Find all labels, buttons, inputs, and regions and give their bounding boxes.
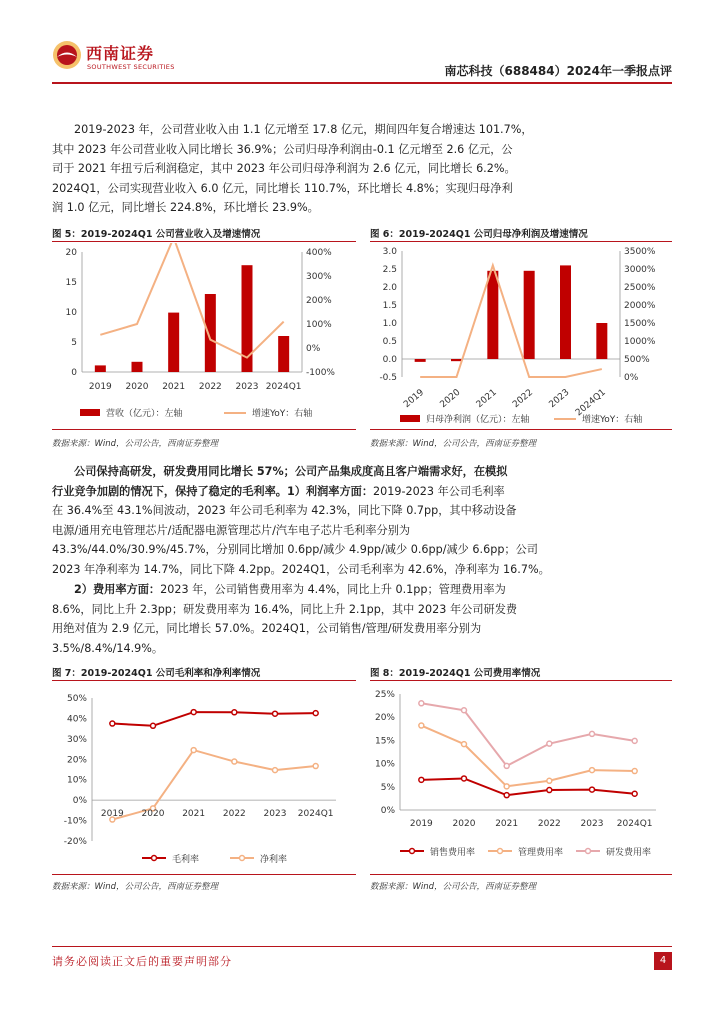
- bar: [560, 265, 571, 359]
- figure-5-title: 图 5：2019-2024Q1 公司营业收入及增速情况: [52, 229, 261, 240]
- y-tick-label-right: 1000%: [624, 337, 656, 347]
- legend-label: 研发费用率: [606, 848, 652, 858]
- y-tick-label: -20%: [63, 837, 87, 847]
- bar: [451, 359, 462, 361]
- bar: [596, 323, 607, 359]
- y-tick-label-right: 2000%: [624, 301, 656, 311]
- data-point: [191, 748, 196, 753]
- paragraph-revenue: [52, 120, 670, 218]
- y-tick-label: 15%: [374, 736, 395, 747]
- legend-label: 毛利率: [172, 855, 200, 865]
- y-tick-label: 20%: [374, 713, 395, 724]
- y-tick-label-left: 3.0: [382, 247, 397, 257]
- data-point: [462, 776, 467, 781]
- legend-label: 管理费用率: [518, 848, 564, 858]
- x-tick-label: 2020: [438, 387, 463, 411]
- x-tick-label: 2021: [495, 819, 519, 829]
- data-point: [462, 708, 467, 713]
- data-point: [632, 769, 637, 774]
- figure-8-title: 图 8：2019-2024Q1 公司费用率情况: [370, 668, 541, 679]
- x-tick-label: 2022: [537, 819, 561, 829]
- text-line-bold: 公司保持高研发，研发费用同比增长 57%；公司产品集成度高且客户端需求好，在模拟: [74, 465, 508, 478]
- y-tick-label: 5%: [380, 782, 395, 793]
- figure-6-title: 图 6：2019-2024Q1 公司归母净利润及增速情况: [370, 229, 588, 240]
- data-point: [462, 742, 467, 747]
- data-point: [632, 791, 637, 796]
- data-point: [273, 768, 278, 773]
- text-line: 在 36.4%至 43.1%间波动，2023 年公司毛利率为 42.3%，同比下降 0.7pp，其中移动设备: [52, 504, 517, 517]
- data-point: [191, 710, 196, 715]
- bar: [278, 336, 289, 372]
- y-tick-label-right: 0%: [624, 373, 639, 383]
- bold-phrase: 2）费用率方面：: [74, 583, 161, 596]
- data-point: [547, 741, 552, 746]
- y-tick-label: 20%: [66, 755, 87, 766]
- series-line: [421, 778, 634, 795]
- y-tick-label-left: 15: [65, 278, 77, 288]
- y-tick-label-left: 1.5: [382, 301, 397, 311]
- bar: [205, 294, 216, 372]
- text-line: 其中 2023 年公司营业收入同比增长 36.9%；公司归母净利润由-0.1 亿元增至 2.6 亿元，公: [52, 142, 513, 156]
- data-point: [419, 777, 424, 782]
- legend-swatch-marker: [240, 856, 245, 861]
- bold-phrase: 行业竞争加剧的情况下，保持了稳定的毛利率。1）利润率方面：: [52, 484, 374, 498]
- data-point: [590, 768, 595, 773]
- y-tick-label-left: 2.0: [382, 283, 397, 293]
- x-tick-label: 2021: [162, 382, 186, 392]
- data-point: [590, 787, 595, 792]
- y-tick-label-left: 0: [71, 368, 77, 378]
- y-tick-label: 25%: [374, 690, 395, 700]
- x-tick-label: 2019: [402, 387, 427, 411]
- footer-divider: [52, 946, 672, 947]
- legend-swatch-bar: [80, 409, 100, 416]
- text-line: 2019-2023 年，公司营业收入由 1.1 亿元增至 17.8 亿元，期间四年复合增速达 101.7%，: [74, 123, 533, 136]
- y-tick-label: 10%: [66, 775, 87, 786]
- figure-6-source: 数据来源：Wind，公司公告，西南证券整理: [370, 439, 537, 449]
- legend-label: 净利率: [260, 855, 288, 865]
- y-tick-label-right: 100%: [306, 320, 332, 330]
- bar: [95, 365, 106, 372]
- y-tick-label: 10%: [374, 759, 395, 770]
- figure-6-bottom-divider: [370, 429, 672, 430]
- x-tick-label: 2024Q1: [616, 819, 653, 829]
- x-tick-label: 2024Q1: [573, 387, 608, 419]
- text-line: [52, 482, 670, 502]
- bar: [415, 359, 426, 362]
- data-point: [419, 701, 424, 706]
- x-tick-label: 2023: [235, 382, 259, 392]
- chart-fig7: [52, 682, 356, 872]
- x-tick-label: 2019: [100, 809, 124, 819]
- data-point: [419, 723, 424, 728]
- growth-line: [420, 265, 602, 377]
- x-tick-label: 2023: [263, 809, 287, 819]
- x-tick-label: 2020: [125, 382, 149, 392]
- header-divider: [52, 82, 672, 84]
- legend-label: 归母净利润（亿元）：左轴: [426, 415, 530, 425]
- y-tick-label: 30%: [66, 734, 87, 745]
- chart-fig8: [370, 682, 672, 872]
- data-point: [232, 710, 237, 715]
- figure-8-divider: [370, 680, 672, 681]
- y-tick-label-right: 0%: [306, 344, 321, 354]
- x-tick-label: 2020: [452, 819, 476, 829]
- bar: [487, 271, 498, 359]
- data-point: [632, 738, 637, 743]
- figure-7-title: 图 7：2019-2024Q1 公司毛利率和净利率情况: [52, 668, 261, 679]
- y-tick-label-left: 0.0: [382, 355, 397, 365]
- text-line: 3.5%/8.4%/14.9%。: [52, 641, 164, 655]
- data-point: [273, 711, 278, 716]
- text-line: 8.6%，同比上升 2.3pp；研发费用率为 16.4%，同比上升 2.1pp，其中 2023 年公司研发费: [52, 602, 518, 616]
- logo-icon: [52, 40, 82, 70]
- y-tick-label-right: -100%: [306, 368, 335, 378]
- x-tick-label: 2023: [580, 819, 604, 829]
- growth-line: [100, 243, 283, 358]
- y-tick-label-left: 5: [71, 338, 77, 348]
- legend-swatch-marker: [410, 849, 415, 854]
- text-line: 2024Q1，公司实现营业收入 6.0 亿元，同比增长 110.7%，环比增长 4.8%；实现归母净利: [52, 181, 513, 195]
- legend-label: 增速YoY：右轴: [252, 409, 313, 419]
- figure-8-bottom-divider: [370, 874, 672, 875]
- data-point: [151, 723, 156, 728]
- legend-label: 营收（亿元）：左轴: [106, 409, 183, 419]
- legend-label: 销售费用率: [430, 848, 476, 858]
- y-tick-label-left: 0.5: [382, 337, 397, 347]
- y-tick-label-right: 200%: [306, 296, 332, 306]
- text-line: 2023 年净利率为 14.7%，同比下降 4.2pp。2024Q1，公司毛利率为 42.6%，净利率为 16.7%。: [52, 562, 550, 576]
- series-line: [112, 712, 315, 726]
- y-tick-label: 0%: [72, 796, 87, 807]
- y-tick-label: 40%: [66, 714, 87, 725]
- data-point: [504, 784, 509, 789]
- text-line: 43.3%/44.0%/30.9%/45.7%，分别同比增加 0.6pp/减少 4.9pp/减少 0.6pp/减少 6.6pp；公司: [52, 543, 538, 556]
- legend-swatch-marker: [152, 856, 157, 861]
- series-line: [421, 703, 634, 766]
- legend-label: 增速YoY：右轴: [582, 415, 643, 425]
- figure-8-source: 数据来源：Wind，公司公告，西南证券整理: [370, 882, 537, 892]
- data-point: [232, 759, 237, 764]
- data-point: [547, 778, 552, 783]
- figure-5-bottom-divider: [52, 429, 356, 430]
- y-tick-label-right: 3000%: [624, 265, 656, 275]
- y-tick-label-right: 500%: [624, 355, 650, 365]
- y-tick-label-right: 400%: [306, 248, 332, 258]
- y-tick-label-right: 300%: [306, 272, 332, 282]
- figure-5-divider: [52, 241, 356, 242]
- paragraph-expense: [52, 580, 670, 658]
- data-point: [313, 711, 318, 716]
- y-tick-label-right: 1500%: [624, 319, 656, 329]
- bar: [524, 271, 535, 359]
- text-phrase: 2019-2023 年公司毛利率: [373, 484, 505, 498]
- y-tick-label-left: 1.0: [382, 319, 397, 329]
- logo-text-en: SOUTHWEST SECURITIES: [87, 63, 175, 71]
- y-tick-label-right: 3500%: [624, 247, 656, 257]
- text-line: 司于 2021 年扭亏后利润稳定，其中 2023 年公司归母净利润为 2.6 亿元，同比增长 6.2%。: [52, 162, 516, 175]
- text-line: 电源/通用充电管理芯片/适配器电源管理芯片/汽车电子芯片毛利率分别为: [52, 523, 411, 537]
- bar: [132, 362, 143, 372]
- chart-fig5: [52, 243, 356, 429]
- logo-text-cn: 西南证券: [86, 44, 155, 63]
- data-point: [313, 764, 318, 769]
- chart-fig6: [370, 243, 672, 429]
- footer-notice: 请务必阅读正文后的重要声明部分: [52, 955, 232, 968]
- text-phrase: 2023 年，公司销售费用率为 4.4%，同比上升 0.1pp；管理费用率为: [160, 583, 506, 596]
- x-tick-label: 2019: [409, 819, 433, 829]
- x-tick-label: 2024Q1: [297, 809, 334, 819]
- text-line: 用绝对值为 2.9 亿元，同比增长 57.0%。2024Q1，公司销售/管理/研发费用率分别为: [52, 622, 482, 635]
- figure-7-source: 数据来源：Wind，公司公告，西南证券整理: [52, 882, 219, 892]
- x-tick-label: 2024Q1: [265, 382, 302, 392]
- paragraph-margin: [52, 462, 670, 579]
- bar: [168, 313, 179, 372]
- y-tick-label: 50%: [66, 694, 87, 704]
- x-tick-label: 2020: [141, 809, 165, 819]
- y-tick-label-left: 2.5: [382, 265, 397, 275]
- x-tick-label: 2023: [547, 387, 572, 411]
- data-point: [590, 731, 595, 736]
- y-tick-label-right: 2500%: [624, 283, 656, 293]
- figure-6-divider: [370, 241, 672, 242]
- data-point: [504, 793, 509, 798]
- figure-5-source: 数据来源：Wind，公司公告，西南证券整理: [52, 439, 219, 449]
- legend-swatch-marker: [498, 849, 503, 854]
- legend-swatch-marker: [586, 849, 591, 854]
- y-tick-label-left: 10: [65, 308, 77, 318]
- x-tick-label: 2021: [474, 387, 499, 411]
- figure-7-bottom-divider: [52, 874, 356, 875]
- x-tick-label: 2021: [182, 809, 206, 819]
- figure-7-divider: [52, 680, 356, 681]
- y-tick-label-left: -0.5: [379, 373, 397, 383]
- page-number: 4: [654, 952, 672, 970]
- text-line: [52, 580, 670, 600]
- data-point: [504, 763, 509, 768]
- data-point: [110, 721, 115, 726]
- x-tick-label: 2022: [198, 382, 222, 392]
- y-tick-label: 0%: [380, 806, 395, 816]
- y-tick-label: -10%: [63, 816, 87, 827]
- data-point: [547, 788, 552, 793]
- y-tick-label-left: 20: [65, 248, 77, 258]
- text-line: 润 1.0 亿元，同比增长 224.8%，环比增长 23.9%。: [52, 201, 319, 214]
- x-tick-label: 2022: [222, 809, 246, 819]
- legend-swatch-bar: [400, 415, 420, 422]
- x-tick-label: 2019: [88, 382, 112, 392]
- x-tick-label: 2022: [511, 387, 536, 411]
- report-title: 南芯科技（688484）2024年一季报点评: [444, 64, 672, 78]
